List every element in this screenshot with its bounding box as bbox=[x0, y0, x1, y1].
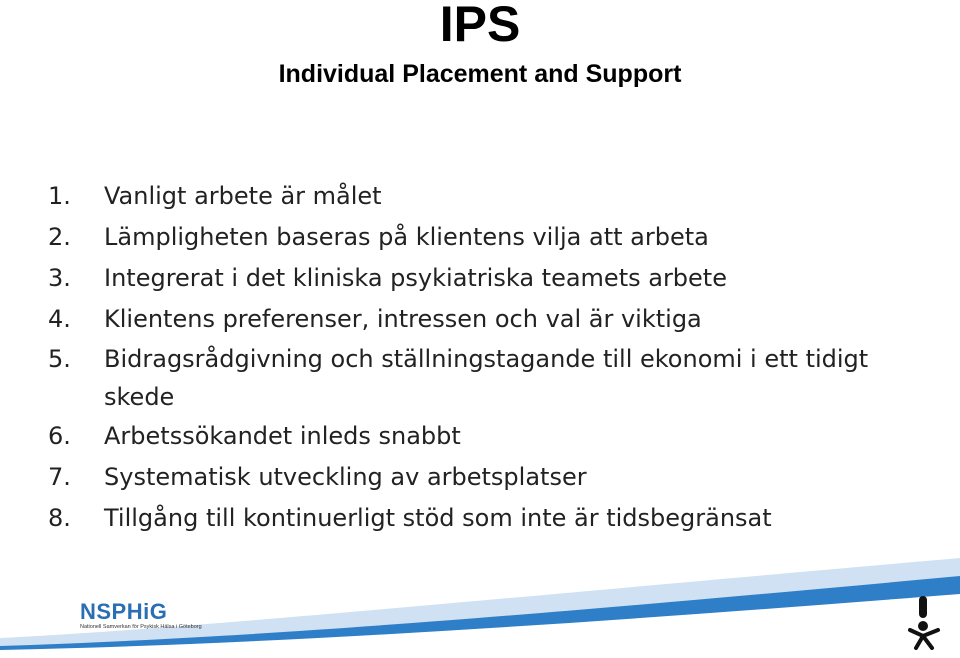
list-item-text: Klientens preferenser, intressen och val är viktiga bbox=[104, 305, 702, 333]
slide-title: IPS bbox=[439, 0, 521, 52]
list-item bbox=[48, 498, 938, 539]
list-item bbox=[48, 258, 938, 299]
slide-subtitle: Individual Placement and Support bbox=[278, 60, 682, 88]
list-item bbox=[48, 416, 938, 457]
list-item-text: Arbetssökandet inleds snabbt bbox=[104, 422, 461, 450]
list-item-number: 5. bbox=[48, 345, 71, 373]
list-item-text: Lämpligheten baseras på klientens vilja att arbeta bbox=[104, 223, 709, 251]
list-item-number: 6. bbox=[48, 422, 71, 450]
list-item-number: 4. bbox=[48, 305, 71, 333]
list-item-text: Vanligt arbete är målet bbox=[104, 182, 382, 210]
list-item bbox=[48, 217, 938, 258]
exclamation-figure-icon bbox=[904, 594, 944, 650]
list-item bbox=[48, 176, 938, 217]
list-item bbox=[48, 299, 938, 340]
logo-tagline: Nationell Samverkan för Psykisk Hälsa i Göteborg bbox=[80, 624, 202, 630]
list-item-text: Systematisk utveckling av arbetsplatser bbox=[104, 463, 587, 491]
list-item-number: 8. bbox=[48, 504, 71, 532]
list-item-number: 3. bbox=[48, 264, 71, 292]
list-item-number: 7. bbox=[48, 463, 71, 491]
principles-list bbox=[48, 176, 938, 539]
list-item-text: Bidragsrådgivning och ställningstagande till ekonomi i ett tidigt skede bbox=[104, 345, 869, 411]
list-item bbox=[48, 457, 938, 498]
list-item-number: 2. bbox=[48, 223, 71, 251]
list-item bbox=[48, 340, 938, 416]
list-item-number: 1. bbox=[48, 182, 71, 210]
list-item-text: Integrerat i det kliniska psykiatriska teamets arbete bbox=[104, 264, 727, 292]
list-item-text: Tillgång till kontinuerligt stöd som inte är tidsbegränsat bbox=[104, 504, 772, 532]
logo-name: NSPHiG bbox=[80, 599, 168, 624]
nsphig-logo bbox=[80, 600, 202, 631]
